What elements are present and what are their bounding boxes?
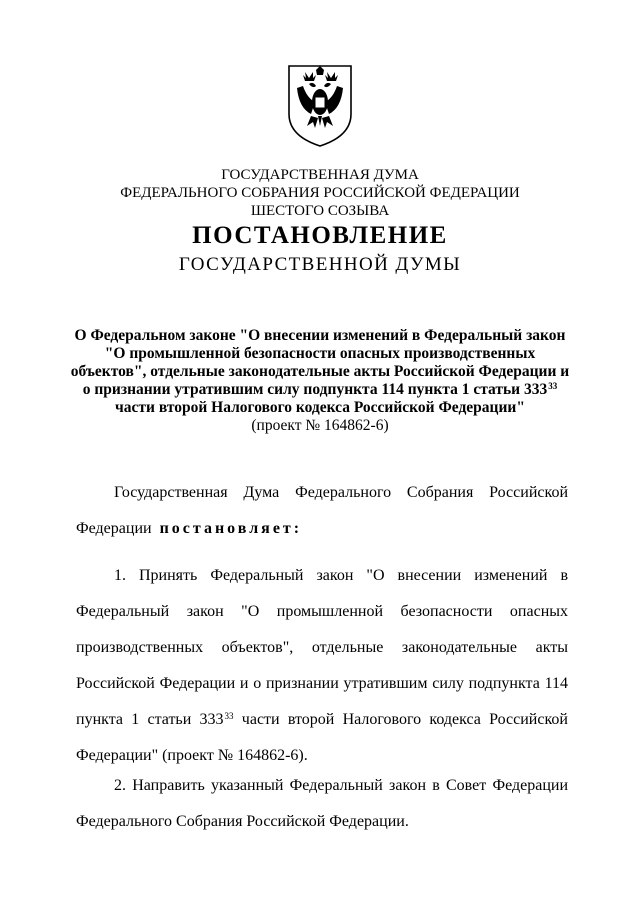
- resolution-subject: [60, 327, 580, 435]
- subject-line-3: объектов", отдельные законодательные акты Российской Федерации и: [70, 363, 570, 380]
- item1-article-superscript: 33: [224, 711, 234, 721]
- draft-number: (проект № 164862-6): [251, 417, 389, 434]
- item1-line-4: Российской Федерации и о признании утратившим силу подпункта 114: [76, 675, 568, 692]
- subject-line-1: О Федеральном законе "О внесении изменений в Федеральный закон: [74, 327, 566, 344]
- item1-line-6: Федерации" (проект № 164862-6).: [76, 747, 308, 764]
- preamble-federation: Федерации: [76, 520, 152, 537]
- item2-line-1: 2. Направить указанный Федеральный закон в Совет Федерации: [114, 777, 568, 794]
- item1-line-5: [76, 702, 568, 738]
- subject-line-4: [60, 381, 580, 399]
- item1-line-1: 1. Принять Федеральный закон "О внесении изменений в: [114, 567, 568, 584]
- item2-line-2: Федерального Собрания Российской Федерации.: [76, 813, 409, 830]
- header-line-convocation: ШЕСТОГО СОЗЫВА: [250, 203, 390, 219]
- preamble-paragraph: [76, 475, 568, 547]
- item-1-paragraph: [76, 558, 568, 774]
- preamble-line-2: [76, 511, 568, 547]
- subject-line-5: части второй Налогового кодекса Российской Федерации": [115, 399, 525, 416]
- subject-line-2: "О промышленной безопасности опасных производственных: [104, 345, 536, 362]
- item1-line-5-start: пункта 1 статьи 333: [76, 711, 224, 728]
- item-2-paragraph: [76, 768, 568, 840]
- item1-line-5-end: части второй Налогового кодекса Российской: [233, 711, 568, 728]
- preamble-line-1: Государственная Дума Федерального Собрания Российской: [114, 484, 568, 501]
- document-title: ПОСТАНОВЛЕНИЕ: [192, 222, 448, 249]
- header-line-assembly: ФЕДЕРАЛЬНОГО СОБРАНИЯ РОССИЙСКОЙ ФЕДЕРАЦИИ: [120, 185, 520, 201]
- subject-line-4-text: о признании утратившим силу подпункта 114 пункта 1 статьи 333: [82, 381, 548, 398]
- item1-line-3: производственных объектов", отдельные законодательные акты: [76, 639, 568, 656]
- coat-of-arms-emblem: [285, 62, 355, 148]
- preamble-resolves: постановляет:: [159, 520, 303, 537]
- header-line-duma: ГОСУДАРСТВЕННАЯ ДУМА: [221, 167, 419, 183]
- issuing-body-header: [0, 166, 640, 220]
- subject-article-superscript: 33: [548, 381, 558, 391]
- document-subtitle: ГОСУДАРСТВЕННОЙ ДУМЫ: [178, 254, 462, 275]
- item1-line-2: Федеральный закон "О промышленной безопасности опасных: [76, 603, 568, 620]
